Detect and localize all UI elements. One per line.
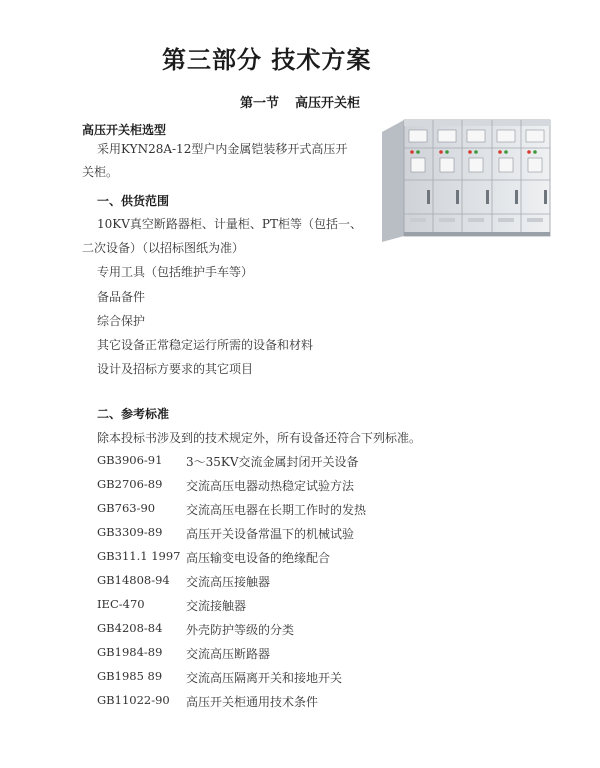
- supply-item: 综合保护: [97, 314, 146, 328]
- intro-line-1: 采用KYN28A-12型户内金属铠装移开式高压开: [97, 142, 348, 156]
- standard-name: 交流高压电器在长期工作时的发热: [186, 503, 367, 517]
- supply-scope-heading: 一、供货范围: [97, 194, 170, 208]
- standard-name: 交流高压电器动热稳定试验方法: [186, 479, 355, 493]
- standards-intro: 除本投标书涉及到的技术规定外，所有设备还符合下列标准。: [97, 431, 422, 445]
- standard-name: 交流高压断路器: [186, 647, 271, 661]
- section-number: 第一节: [240, 96, 280, 111]
- standard-code: IEC-470: [97, 597, 145, 611]
- supply-item: 二次设备）（以招标图纸为准）: [82, 241, 245, 255]
- section-name: 高压开关柜: [295, 96, 361, 111]
- standard-code: GB2706-89: [97, 477, 163, 491]
- standard-code: GB1984-89: [97, 645, 163, 659]
- standards-heading: 二、参考标准: [97, 407, 170, 421]
- standard-code: GB14808-94: [97, 573, 170, 587]
- subsection-title: 高压开关柜选型: [82, 123, 167, 137]
- standard-code: GB3309-89: [97, 525, 163, 539]
- supply-item: 其它设备正常稳定运行所需的设备和材料: [97, 338, 314, 352]
- standard-name: 交流高压接触器: [186, 575, 271, 589]
- standard-name: 交流接触器: [186, 599, 247, 613]
- intro-line-2: 关柜。: [82, 165, 119, 179]
- standard-code: GB3906-91: [97, 453, 163, 467]
- supply-item: 设计及招标方要求的其它项目: [97, 362, 254, 376]
- standard-code: GB11022-90: [97, 693, 170, 707]
- supply-item: 备品备件: [97, 290, 146, 304]
- standard-name: 外壳防护等级的分类: [186, 623, 295, 637]
- standard-code: GB1985 89: [97, 669, 163, 683]
- standard-code: GB311.1 1997: [97, 549, 181, 563]
- switchgear-cabinet-image: [382, 118, 552, 242]
- supply-item: 专用工具（包括维护手车等）: [97, 265, 254, 279]
- standard-name: 高压开关设备常温下的机械试验: [186, 527, 355, 541]
- part-title: 第三部分 技术方案: [162, 46, 372, 74]
- section-title: [240, 92, 360, 111]
- standard-code: GB763-90: [97, 501, 156, 515]
- standard-name: 高压开关柜通用技术条件: [186, 695, 319, 709]
- supply-item: 10KV真空断路器柜、计量柜、PT柜等（包括一、: [97, 217, 362, 231]
- standard-code: GB4208-84: [97, 621, 163, 635]
- standard-name: 交流高压隔离开关和接地开关: [186, 671, 343, 685]
- standard-name: 高压输变电设备的绝缘配合: [186, 551, 331, 565]
- standard-name: 3～35KV交流金属封闭开关设备: [186, 455, 359, 469]
